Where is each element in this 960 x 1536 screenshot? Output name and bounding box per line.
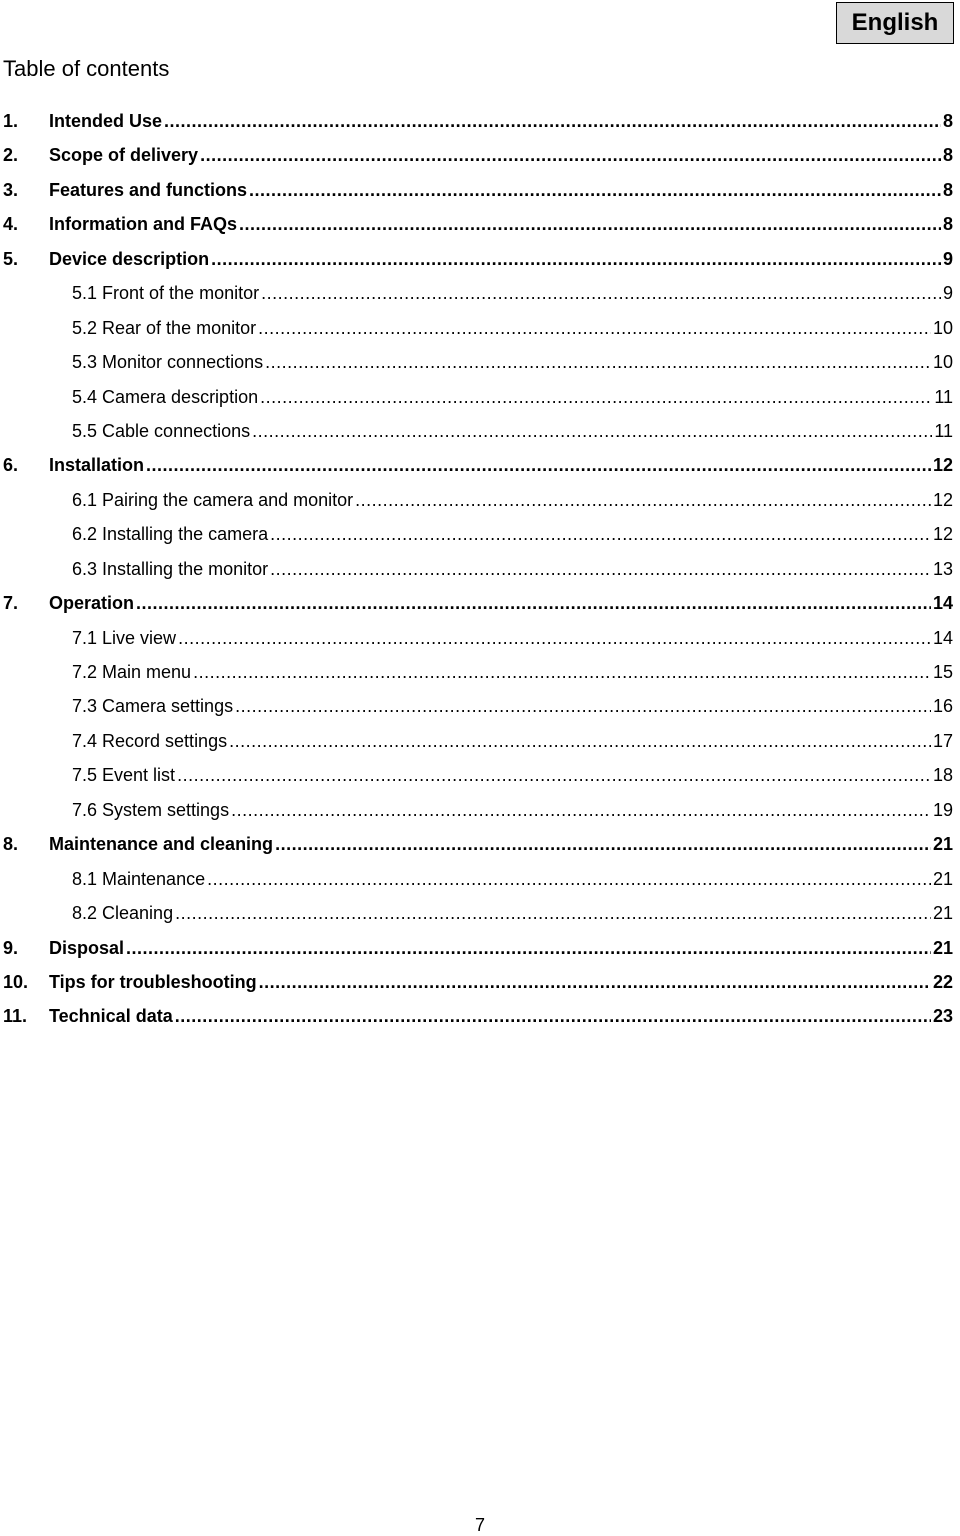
toc-entry-label: Installation <box>49 455 145 476</box>
dot-leader <box>249 180 941 201</box>
toc-entry-line <box>72 490 953 511</box>
toc-title: Table of contents <box>3 56 170 81</box>
toc-chapter-entry[interactable] <box>0 965 960 999</box>
toc-entry-line <box>72 524 953 545</box>
toc-entry-line <box>49 1006 953 1027</box>
toc-entry-number: 5. <box>3 248 19 269</box>
dot-leader <box>270 524 931 545</box>
toc-entry-label: 7.6 System settings <box>72 799 230 820</box>
toc-entry-line <box>49 214 953 235</box>
toc-entry-line <box>49 834 953 855</box>
toc-entry-page: 8 <box>942 214 953 235</box>
toc-entry-label: 8.2 Cleaning <box>72 903 174 924</box>
dot-leader <box>261 283 941 304</box>
toc-chapter-entry[interactable] <box>0 999 960 1033</box>
toc-entry-label: Technical data <box>49 1006 173 1027</box>
dot-leader <box>252 421 932 442</box>
toc-entry-label: 5.5 Cable connections <box>72 420 251 441</box>
toc-entry-line <box>72 318 953 339</box>
toc-entry-label: Maintenance and cleaning <box>49 834 274 855</box>
toc-entry-line <box>72 662 953 683</box>
toc-entry-line <box>72 765 953 786</box>
toc-chapter-entry[interactable] <box>0 586 960 620</box>
toc-chapter-entry[interactable] <box>0 173 960 207</box>
toc-chapter-entry[interactable] <box>0 207 960 241</box>
toc-chapter-entry[interactable] <box>0 138 960 172</box>
dot-leader <box>231 800 931 821</box>
page-number: 7 <box>474 1515 485 1535</box>
toc-entry-label: 6.2 Installing the camera <box>72 524 269 545</box>
dot-leader <box>260 387 932 408</box>
dot-leader <box>258 318 931 339</box>
toc-entry-label: 5.2 Rear of the monitor <box>72 317 257 338</box>
toc-entry-line <box>72 903 953 924</box>
toc-entry-number: 2. <box>3 145 19 166</box>
toc-entry-page: 10 <box>932 317 953 338</box>
toc-entry-page: 9 <box>942 283 953 304</box>
toc-entry-number: 6. <box>3 455 19 476</box>
dot-leader <box>175 903 931 924</box>
toc-entry-page: 21 <box>932 937 953 958</box>
toc-entry-page: 13 <box>932 558 953 579</box>
toc-entry-line <box>49 972 953 993</box>
toc-entry-number: 11. <box>3 1006 28 1027</box>
toc-entry-label: 7.5 Event list <box>72 765 176 786</box>
toc-entry-page: 21 <box>932 868 953 889</box>
dot-leader <box>193 662 931 683</box>
toc-entry-label: Scope of delivery <box>49 145 199 166</box>
toc-section-entry[interactable] <box>0 724 960 758</box>
toc-entry-label: Disposal <box>49 937 125 958</box>
toc-entry-line <box>72 283 953 304</box>
dot-leader <box>259 972 931 993</box>
toc-chapter-entry[interactable] <box>0 104 960 138</box>
toc-entry-page: 16 <box>932 696 953 717</box>
toc-entry-page: 8 <box>942 111 953 131</box>
toc-entry-line <box>72 731 953 752</box>
toc-entry-number: 9. <box>3 937 19 958</box>
toc-entry-label: Tips for troubleshooting <box>49 971 257 992</box>
toc-entry-number: 4. <box>3 214 19 235</box>
toc-entry-page: 9 <box>942 248 953 269</box>
toc-entry-page: 21 <box>932 903 953 924</box>
toc-section-entry[interactable] <box>0 380 960 414</box>
dot-leader <box>235 696 931 717</box>
toc-entry-number: 1. <box>3 111 19 131</box>
dot-leader <box>211 249 941 270</box>
toc-entry-page: 11 <box>934 420 953 441</box>
toc-entry-line <box>72 421 953 442</box>
toc-entry-label: Features and functions <box>49 179 248 200</box>
dot-leader <box>178 628 931 649</box>
toc-chapter-entry[interactable] <box>0 242 960 276</box>
language-badge: English <box>836 2 954 44</box>
toc-chapter-entry[interactable] <box>0 931 960 965</box>
dot-leader <box>239 214 941 235</box>
dot-leader <box>200 145 941 166</box>
toc-entry-line <box>49 938 953 959</box>
toc-list <box>0 104 960 1034</box>
toc-entry-number: 7. <box>3 593 19 614</box>
toc-section-entry[interactable] <box>0 345 960 379</box>
toc-entry-number: 10. <box>3 971 29 992</box>
toc-entry-label: Operation <box>49 593 135 614</box>
toc-entry-line <box>72 628 953 649</box>
toc-entry-line <box>49 145 953 166</box>
toc-entry-line <box>49 593 953 614</box>
toc-entry-page: 14 <box>932 593 953 614</box>
toc-entry-label: 7.1 Live view <box>72 627 177 648</box>
toc-entry-label: Intended Use <box>49 111 163 131</box>
toc-entry-page: 17 <box>932 730 953 751</box>
dot-leader <box>175 1006 931 1027</box>
toc-entry-page: 8 <box>942 179 953 200</box>
dot-leader <box>146 455 931 476</box>
dot-leader <box>229 731 931 752</box>
toc-section-entry[interactable] <box>0 276 960 310</box>
toc-entry-label: 5.3 Monitor connections <box>72 352 264 373</box>
toc-entry-number: 8. <box>3 834 19 855</box>
toc-entry-line <box>72 800 953 821</box>
toc-entry-page: 12 <box>932 455 953 476</box>
toc-entry-page: 12 <box>932 524 953 545</box>
toc-entry-number: 3. <box>3 179 19 200</box>
dot-leader <box>177 765 931 786</box>
toc-section-entry[interactable] <box>0 414 960 448</box>
dot-leader <box>126 938 931 959</box>
toc-entry-line <box>72 559 953 580</box>
toc-section-entry[interactable] <box>0 621 960 655</box>
toc-entry-line <box>49 455 953 476</box>
toc-entry-page: 18 <box>932 765 953 786</box>
toc-entry-page: 12 <box>932 489 953 510</box>
dot-leader <box>275 834 931 855</box>
toc-entry-page: 22 <box>932 971 953 992</box>
dot-leader <box>207 869 931 890</box>
toc-section-entry[interactable] <box>0 311 960 345</box>
toc-section-entry[interactable] <box>0 758 960 792</box>
toc-section-entry[interactable] <box>0 896 960 930</box>
dot-leader <box>164 111 941 132</box>
toc-entry-line <box>49 180 953 201</box>
toc-entry-page: 15 <box>932 662 953 682</box>
toc-entry-label: 7.2 Main menu <box>72 662 192 682</box>
toc-entry-page: 8 <box>942 145 953 166</box>
toc-entry-label: 7.4 Record settings <box>72 730 228 751</box>
toc-entry-line <box>72 387 953 408</box>
toc-section-entry[interactable] <box>0 483 960 517</box>
toc-chapter-entry[interactable] <box>0 827 960 861</box>
toc-entry-line <box>72 696 953 717</box>
toc-entry-label: Device description <box>49 248 210 269</box>
toc-section-entry[interactable] <box>0 689 960 723</box>
toc-entry-label: 7.3 Camera settings <box>72 696 234 717</box>
toc-section-entry[interactable] <box>0 655 960 689</box>
toc-entry-page: 23 <box>932 1006 953 1027</box>
toc-entry-label: 5.1 Front of the monitor <box>72 283 260 304</box>
toc-entry-label: Information and FAQs <box>49 214 238 235</box>
toc-entry-label: 5.4 Camera description <box>72 386 259 407</box>
toc-section-entry[interactable] <box>0 552 960 586</box>
toc-entry-line <box>49 249 953 270</box>
toc-entry-line <box>72 352 953 373</box>
dot-leader <box>355 490 931 511</box>
toc-entry-page: 19 <box>932 799 953 820</box>
dot-leader <box>136 593 931 614</box>
toc-section-entry[interactable] <box>0 517 960 551</box>
toc-entry-line <box>72 869 953 890</box>
dot-leader <box>265 352 931 373</box>
dot-leader <box>270 559 931 580</box>
toc-entry-page: 21 <box>932 834 953 855</box>
toc-entry-label: 6.1 Pairing the camera and monitor <box>72 489 354 510</box>
toc-entry-page: 10 <box>932 352 953 373</box>
toc-chapter-entry[interactable] <box>0 448 960 482</box>
toc-entry-page: 11 <box>934 386 953 407</box>
toc-section-entry[interactable] <box>0 862 960 896</box>
toc-entry-label: 6.3 Installing the monitor <box>72 558 269 579</box>
toc-entry-page: 14 <box>932 627 953 648</box>
toc-section-entry[interactable] <box>0 793 960 827</box>
toc-entry-line <box>49 111 953 132</box>
toc-entry-label: 8.1 Maintenance <box>72 868 206 889</box>
